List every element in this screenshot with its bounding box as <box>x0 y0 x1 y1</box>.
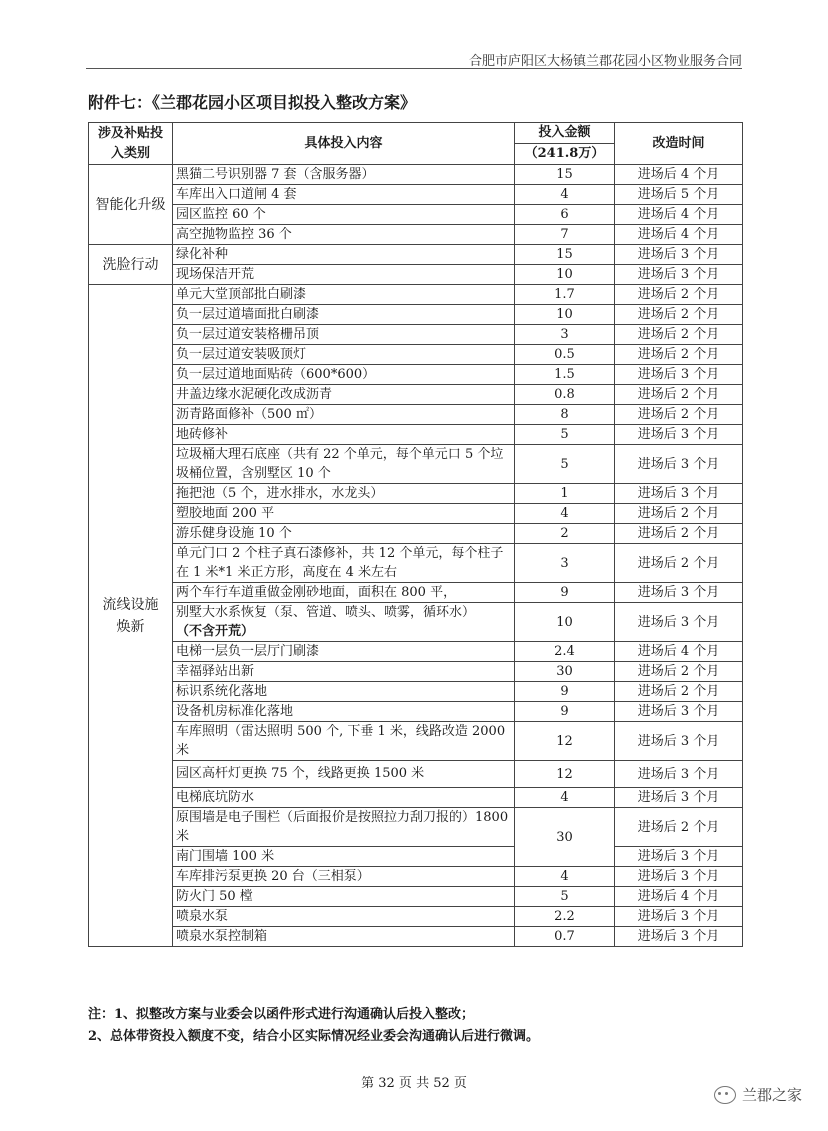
note-line: 2、总体带资投入额度不变，结合小区实际情况经业委会沟通确认后进行微调。 <box>88 1029 540 1044</box>
table-row <box>89 205 743 225</box>
time-cell: 进场后 2 个月 <box>615 504 743 524</box>
table-row <box>89 702 743 722</box>
content-cell: 单元大堂顶部批白刷漆 <box>173 285 515 305</box>
content-cell: 负一层过道安装吸顶灯 <box>173 345 515 365</box>
amount-cell: 7 <box>515 225 615 245</box>
content-cell: 垃圾桶大理石底座（共有 22 个单元，每个单元口 5 个垃圾桶位置，含别墅区 10 个 <box>173 445 515 484</box>
table-row <box>89 788 743 808</box>
content-cell: 园区监控 60 个 <box>173 205 515 225</box>
category-cell: 流线设施焕新 <box>89 285 173 947</box>
content-cell: 井盖边缘水泥硬化改成沥青 <box>173 385 515 405</box>
time-cell: 进场后 3 个月 <box>615 445 743 484</box>
time-cell: 进场后 2 个月 <box>615 662 743 682</box>
table-row <box>89 245 743 265</box>
note-line: 注：1、拟整改方案与业委会以函件形式进行沟通确认后投入整改； <box>88 1007 475 1022</box>
time-cell: 进场后 2 个月 <box>615 325 743 345</box>
content-cell: 电梯底坑防水 <box>173 788 515 808</box>
amount-cell: 3 <box>515 325 615 345</box>
content-cell: 设备机房标准化落地 <box>173 702 515 722</box>
category-cell: 洗脸行动 <box>89 245 173 285</box>
content-cell: 喷泉水泵控制箱 <box>173 927 515 947</box>
notes <box>88 1004 539 1048</box>
table-row <box>89 761 743 788</box>
table-row <box>89 662 743 682</box>
time-cell: 进场后 3 个月 <box>615 484 743 504</box>
table-row <box>89 305 743 325</box>
amount-cell: 0.7 <box>515 927 615 947</box>
amount-cell: 15 <box>515 245 615 265</box>
time-cell: 进场后 3 个月 <box>615 603 743 642</box>
time-cell: 进场后 3 个月 <box>615 702 743 722</box>
time-cell: 进场后 2 个月 <box>615 345 743 365</box>
content-cell: 负一层过道墙面批白刷漆 <box>173 305 515 325</box>
amount-cell: 5 <box>515 445 615 484</box>
content-cell: 标识系统化落地 <box>173 682 515 702</box>
time-cell: 进场后 2 个月 <box>615 808 743 847</box>
table-row <box>89 603 743 642</box>
table-row <box>89 345 743 365</box>
amount-cell: 4 <box>515 867 615 887</box>
table-row <box>89 365 743 385</box>
amount-cell: 12 <box>515 722 615 761</box>
content-cell: 塑胶地面 200 平 <box>173 504 515 524</box>
table-row <box>89 867 743 887</box>
amount-cell: 5 <box>515 425 615 445</box>
table-row <box>89 185 743 205</box>
contract-header: 合肥市庐阳区大杨镇兰郡花园小区物业服务合同 <box>468 54 742 69</box>
content-cell: 南门围墙 100 米 <box>173 847 515 867</box>
time-cell: 进场后 2 个月 <box>615 385 743 405</box>
time-cell: 进场后 3 个月 <box>615 907 743 927</box>
table-row <box>89 808 743 847</box>
content-cell: 游乐健身设施 10 个 <box>173 524 515 544</box>
table-row <box>89 927 743 947</box>
amount-cell: 12 <box>515 761 615 788</box>
time-cell: 进场后 3 个月 <box>615 927 743 947</box>
content-cell: 车库照明（雷达照明 500 个, 下垂 1 米，线路改造 2000 米 <box>173 722 515 761</box>
watermark <box>714 1084 802 1105</box>
time-cell: 进场后 3 个月 <box>615 583 743 603</box>
amount-cell: 0.5 <box>515 345 615 365</box>
table-row <box>89 225 743 245</box>
amount-cell: 4 <box>515 504 615 524</box>
table-row <box>89 405 743 425</box>
content-text: 别墅大水系恢复（泵、管道、喷头、喷雾，循环水） <box>176 605 476 620</box>
content-cell: 车库出入口道闸 4 套 <box>173 185 515 205</box>
amount-cell: 30 <box>515 808 615 867</box>
table-row <box>89 544 743 583</box>
content-cell <box>173 603 515 642</box>
time-cell: 进场后 3 个月 <box>615 722 743 761</box>
time-cell: 进场后 3 个月 <box>615 365 743 385</box>
content-cell: 拖把池（5 个，进水排水，水龙头） <box>173 484 515 504</box>
header-category: 涉及补贴投入类别 <box>89 123 173 165</box>
header-time: 改造时间 <box>615 123 743 165</box>
time-cell: 进场后 2 个月 <box>615 544 743 583</box>
amount-cell: 1.5 <box>515 365 615 385</box>
amount-cell: 9 <box>515 682 615 702</box>
time-cell: 进场后 3 个月 <box>615 265 743 285</box>
content-cell: 沥青路面修补（500 ㎡） <box>173 405 515 425</box>
time-cell: 进场后 2 个月 <box>615 285 743 305</box>
header-amount: 投入金额 <box>515 123 615 144</box>
table-row <box>89 722 743 761</box>
amount-cell: 4 <box>515 185 615 205</box>
table-row <box>89 504 743 524</box>
amount-cell: 1.7 <box>515 285 615 305</box>
time-cell: 进场后 3 个月 <box>615 847 743 867</box>
content-cell: 绿化补种 <box>173 245 515 265</box>
amount-cell: 0.8 <box>515 385 615 405</box>
time-cell: 进场后 4 个月 <box>615 225 743 245</box>
table-row <box>89 265 743 285</box>
content-cell: 高空抛物监控 36 个 <box>173 225 515 245</box>
content-cell: 喷泉水泵 <box>173 907 515 927</box>
amount-cell: 2 <box>515 524 615 544</box>
time-cell: 进场后 4 个月 <box>615 887 743 907</box>
page-title: 附件七：《兰郡花园小区项目拟投入整改方案》 <box>88 93 417 112</box>
amount-cell: 3 <box>515 544 615 583</box>
amount-cell: 9 <box>515 583 615 603</box>
content-cell: 单元门口 2 个柱子真石漆修补，共 12 个单元，每个柱子在 1 米*1 米正方形，高度在 4 米左右 <box>173 544 515 583</box>
table-row <box>89 385 743 405</box>
amount-cell: 15 <box>515 165 615 185</box>
table-row <box>89 484 743 504</box>
table-row <box>89 847 743 867</box>
table-row <box>89 907 743 927</box>
time-cell: 进场后 4 个月 <box>615 642 743 662</box>
time-cell: 进场后 5 个月 <box>615 185 743 205</box>
page-number: 第 32 页 共 52 页 <box>361 1076 467 1091</box>
content-cell: 地砖修补 <box>173 425 515 445</box>
amount-cell: 5 <box>515 887 615 907</box>
table-row <box>89 642 743 662</box>
table-row <box>89 425 743 445</box>
amount-cell: 1 <box>515 484 615 504</box>
content-cell: 防火门 50 樘 <box>173 887 515 907</box>
amount-cell: 2.2 <box>515 907 615 927</box>
amount-cell: 10 <box>515 265 615 285</box>
table-row <box>89 325 743 345</box>
table-row <box>89 165 743 185</box>
table-row <box>89 682 743 702</box>
content-cell: 电梯一层负一层厅门刷漆 <box>173 642 515 662</box>
content-cell: 负一层过道地面贴砖（600*600） <box>173 365 515 385</box>
content-cell: 两个车行车道重做金刚砂地面，面积在 800 平， <box>173 583 515 603</box>
time-cell: 进场后 2 个月 <box>615 305 743 325</box>
header-amount-total: （241.8万） <box>515 144 615 165</box>
amount-cell: 6 <box>515 205 615 225</box>
time-cell: 进场后 3 个月 <box>615 788 743 808</box>
content-cell: 园区高杆灯更换 75 个，线路更换 1500 米 <box>173 761 515 788</box>
table-row <box>89 445 743 484</box>
table-row <box>89 524 743 544</box>
amount-cell: 10 <box>515 305 615 325</box>
time-cell: 进场后 3 个月 <box>615 761 743 788</box>
table-row <box>89 285 743 305</box>
amount-cell: 9 <box>515 702 615 722</box>
time-cell: 进场后 2 个月 <box>615 682 743 702</box>
content-cell: 现场保洁开荒 <box>173 265 515 285</box>
category-cell: 智能化升级 <box>89 165 173 245</box>
time-cell: 进场后 4 个月 <box>615 165 743 185</box>
table-row <box>89 583 743 603</box>
time-cell: 进场后 3 个月 <box>615 245 743 265</box>
content-bold-note: （不含开荒） <box>176 624 255 639</box>
content-cell: 原围墙是电子围栏（后面报价是按照拉力刮刀报的）1800 米 <box>173 808 515 847</box>
amount-cell: 4 <box>515 788 615 808</box>
time-cell: 进场后 3 个月 <box>615 425 743 445</box>
amount-cell: 30 <box>515 662 615 682</box>
time-cell: 进场后 2 个月 <box>615 405 743 425</box>
amount-cell: 8 <box>515 405 615 425</box>
content-cell: 黑猫二号识别器 7 套（含服务器） <box>173 165 515 185</box>
time-cell: 进场后 2 个月 <box>615 524 743 544</box>
header-rule <box>86 68 742 69</box>
content-cell: 车库排污泵更换 20 台（三相泵） <box>173 867 515 887</box>
time-cell: 进场后 4 个月 <box>615 205 743 225</box>
content-cell: 幸福驿站出新 <box>173 662 515 682</box>
table-row <box>89 887 743 907</box>
watermark-text: 兰郡之家 <box>741 1086 802 1104</box>
time-cell: 进场后 3 个月 <box>615 867 743 887</box>
renovation-plan-table <box>88 122 743 947</box>
header-content: 具体投入内容 <box>173 123 515 165</box>
content-cell: 负一层过道安装格栅吊顶 <box>173 325 515 345</box>
amount-cell: 2.4 <box>515 642 615 662</box>
wechat-icon <box>714 1086 736 1104</box>
amount-cell: 10 <box>515 603 615 642</box>
